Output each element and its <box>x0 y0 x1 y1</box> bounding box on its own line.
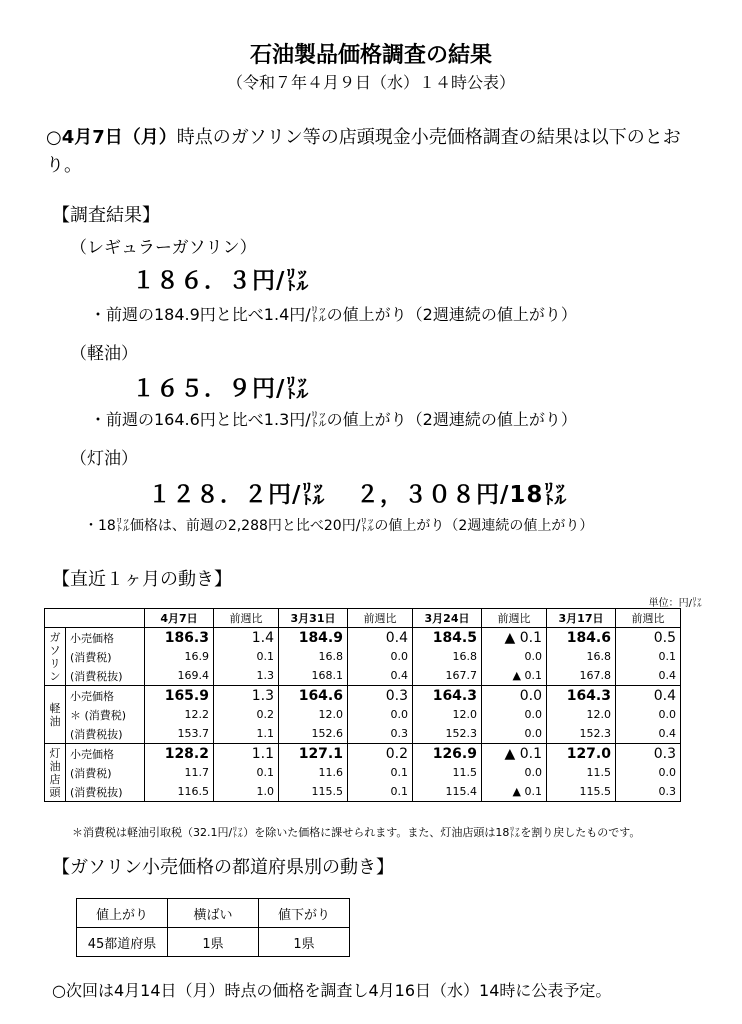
diesel-note: ・前週の164.6円と比べ1.3円/㍑の値上がり（2週連続の値上がり） <box>90 410 577 429</box>
row-label: (消費税抜) <box>66 666 145 686</box>
price-cell: 152.3 <box>547 724 616 744</box>
change-cell: 1.0 <box>214 782 279 802</box>
change-cell: 0.0 <box>348 705 413 724</box>
change-cell: 0.3 <box>348 686 413 706</box>
header-change: 前週比 <box>348 609 413 628</box>
price-cell: 127.1 <box>279 744 348 764</box>
change-cell: 0.5 <box>616 628 681 648</box>
change-cell: 0.0 <box>482 686 547 706</box>
price-cell: 164.3 <box>547 686 616 706</box>
trend-table-body <box>45 628 681 802</box>
change-cell: 0.0 <box>482 705 547 724</box>
change-cell: ▲ 0.1 <box>482 744 547 764</box>
price-cell: 11.7 <box>145 763 214 782</box>
row-label: (消費税) <box>66 647 145 666</box>
price-cell: 16.9 <box>145 647 214 666</box>
trend-heading: 【直近１ヶ月の動き】 <box>52 569 232 590</box>
row-label: (消費税) <box>66 763 145 782</box>
table-row <box>45 744 681 764</box>
change-cell: 0.4 <box>348 628 413 648</box>
change-cell: 1.3 <box>214 686 279 706</box>
diesel-price: １６５．９円/㍑ <box>132 376 310 402</box>
change-cell: 0.4 <box>616 666 681 686</box>
change-cell: 0.4 <box>348 666 413 686</box>
change-cell: 1.4 <box>214 628 279 648</box>
header-blank <box>45 609 145 628</box>
kerosene-note: ・18㍑価格は、前週の2,288円と比べ20円/㍑の値上がり（2週連続の値上がり） <box>84 518 594 534</box>
table-row <box>45 628 681 648</box>
price-cell: 11.5 <box>413 763 482 782</box>
price-cell: 153.7 <box>145 724 214 744</box>
category-cell <box>45 628 66 686</box>
table-row <box>45 724 681 744</box>
category-char: 軽 <box>49 701 61 715</box>
change-cell: 0.0 <box>616 705 681 724</box>
row-label: 小売価格 <box>66 744 145 764</box>
page-title: 石油製品価格調査の結果 <box>249 43 492 68</box>
price-cell: 12.0 <box>279 705 348 724</box>
prefecture-value-down: 1県 <box>259 928 350 957</box>
prefecture-heading: 【ガソリン小売価格の都道府県別の動き】 <box>52 857 394 878</box>
change-cell: ▲ 0.1 <box>482 666 547 686</box>
prefecture-table <box>76 898 350 957</box>
header-date: 3月31日 <box>279 609 348 628</box>
price-cell: 12.0 <box>547 705 616 724</box>
change-cell: 1.3 <box>214 666 279 686</box>
price-cell: 126.9 <box>413 744 482 764</box>
trend-table <box>44 608 681 802</box>
kerosene-label: （灯油） <box>70 449 138 469</box>
table-row <box>45 705 681 724</box>
price-cell: 184.9 <box>279 628 348 648</box>
change-cell: 0.3 <box>616 782 681 802</box>
price-cell: 152.6 <box>279 724 348 744</box>
table-row <box>45 763 681 782</box>
prefecture-header-up: 値上がり <box>77 899 168 928</box>
change-cell: 0.4 <box>616 724 681 744</box>
change-cell: 0.3 <box>348 724 413 744</box>
price-cell: 167.8 <box>547 666 616 686</box>
price-cell: 16.8 <box>413 647 482 666</box>
kerosene-price-18l: ２，３０８円/18㍑ <box>356 482 568 508</box>
lead-date: 4月7日（月） <box>61 127 177 148</box>
price-cell: 12.2 <box>145 705 214 724</box>
unit-label: 単位：円/㍑ <box>648 598 702 609</box>
price-cell: 16.8 <box>279 647 348 666</box>
category-char: 油 <box>49 759 61 773</box>
gasoline-price: １８６．３円/㍑ <box>132 268 310 294</box>
prefecture-header-down: 値下がり <box>259 899 350 928</box>
row-label: (消費税抜) <box>66 782 145 802</box>
header-date: 3月24日 <box>413 609 482 628</box>
change-cell: 0.0 <box>482 647 547 666</box>
next-announcement: ○次回は4月14日（月）時点の価格を調査し4月16日（水）14時に公表予定。 <box>52 981 612 1000</box>
gasoline-label: （レギュラーガソリン） <box>70 238 257 258</box>
lead-paragraph <box>46 124 706 180</box>
table-header-row <box>45 609 681 628</box>
header-date: 4月7日 <box>145 609 214 628</box>
category-cell <box>45 744 66 802</box>
category-char: 灯 <box>49 746 61 760</box>
price-cell: 128.2 <box>145 744 214 764</box>
price-cell: 169.4 <box>145 666 214 686</box>
category-cell <box>45 686 66 744</box>
gasoline-note: ・前週の184.9円と比べ1.4円/㍑の値上がり（2週連続の値上がり） <box>90 305 577 324</box>
change-cell: 0.0 <box>348 647 413 666</box>
change-cell: 0.3 <box>616 744 681 764</box>
lead-bullet: ○ <box>46 127 62 148</box>
row-label: 小売価格 <box>66 628 145 648</box>
price-cell: 186.3 <box>145 628 214 648</box>
price-cell: 115.5 <box>547 782 616 802</box>
header-change: 前週比 <box>214 609 279 628</box>
change-cell: 0.2 <box>214 705 279 724</box>
prefecture-value-row <box>77 928 350 957</box>
header-change: 前週比 <box>616 609 681 628</box>
price-cell: 16.8 <box>547 647 616 666</box>
change-cell: 1.1 <box>214 724 279 744</box>
change-cell: 0.1 <box>214 647 279 666</box>
price-cell: 115.4 <box>413 782 482 802</box>
prefecture-header-flat: 横ばい <box>168 899 259 928</box>
category-char: 油 <box>49 714 61 728</box>
diesel-label: （軽油） <box>70 344 138 364</box>
category-char: ン <box>49 669 61 683</box>
category-char: リ <box>49 656 61 670</box>
change-cell: ▲ 0.1 <box>482 628 547 648</box>
price-cell: 167.7 <box>413 666 482 686</box>
change-cell: 0.0 <box>482 724 547 744</box>
table-row <box>45 686 681 706</box>
price-cell: 127.0 <box>547 744 616 764</box>
row-label: 小売価格 <box>66 686 145 706</box>
price-cell: 116.5 <box>145 782 214 802</box>
row-label: ＊ (消費税) <box>66 705 145 724</box>
change-cell: 0.1 <box>348 763 413 782</box>
change-cell: 1.1 <box>214 744 279 764</box>
category-char: 店 <box>49 772 61 786</box>
change-cell: 0.1 <box>348 782 413 802</box>
prefecture-header-row <box>77 899 350 928</box>
change-cell: 0.4 <box>616 686 681 706</box>
prefecture-value-flat: 1県 <box>168 928 259 957</box>
header-change: 前週比 <box>482 609 547 628</box>
table-row <box>45 782 681 802</box>
price-cell: 184.5 <box>413 628 482 648</box>
price-cell: 11.6 <box>279 763 348 782</box>
price-cell: 11.5 <box>547 763 616 782</box>
price-cell: 165.9 <box>145 686 214 706</box>
results-heading: 【調査結果】 <box>52 205 160 226</box>
price-cell: 115.5 <box>279 782 348 802</box>
price-cell: 152.3 <box>413 724 482 744</box>
table-row <box>45 666 681 686</box>
table-footnote: ＊消費税は軽油引取税（32.1円/㍑）を除いた価格に課せられます。また、灯油店頭は18㍑を割り戻したものです。 <box>72 826 641 839</box>
category-char: ガ <box>49 630 61 644</box>
prefecture-value-up: 45都道府県 <box>77 928 168 957</box>
change-cell: 0.1 <box>214 763 279 782</box>
header-date: 3月17日 <box>547 609 616 628</box>
lead-text: 時点のガソリン等の店頭現金小売価格調査の結果は以下のとおり。 <box>46 127 681 176</box>
change-cell: 0.0 <box>482 763 547 782</box>
price-cell: 164.6 <box>279 686 348 706</box>
page-subtitle: （令和７年４月９日（水）１４時公表） <box>226 73 515 92</box>
change-cell: ▲ 0.1 <box>482 782 547 802</box>
price-cell: 184.6 <box>547 628 616 648</box>
price-cell: 164.3 <box>413 686 482 706</box>
row-label: (消費税抜) <box>66 724 145 744</box>
table-row <box>45 647 681 666</box>
change-cell: 0.0 <box>616 763 681 782</box>
price-cell: 12.0 <box>413 705 482 724</box>
kerosene-price: １２８．２円/㍑ <box>148 482 326 508</box>
change-cell: 0.1 <box>616 647 681 666</box>
category-char: ソ <box>49 643 61 657</box>
price-cell: 168.1 <box>279 666 348 686</box>
category-char: 頭 <box>49 785 61 799</box>
change-cell: 0.2 <box>348 744 413 764</box>
